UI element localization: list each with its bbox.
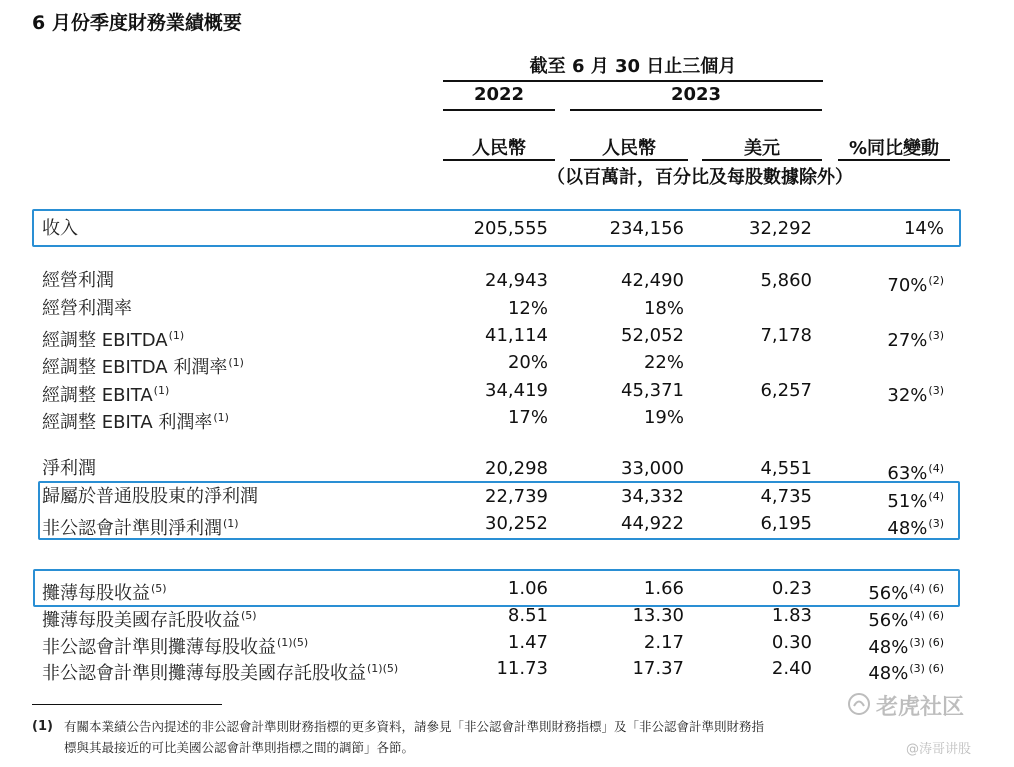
value-2023: 34,332	[621, 486, 684, 507]
table-row	[0, 405, 1014, 431]
value-usd: 4,735	[760, 486, 812, 507]
footnote-line-2: 標與其最接近的可比美國公認會計準則指標之間的調節」各節。	[64, 740, 415, 755]
footnote-ref: (2)	[928, 274, 944, 287]
value-yoy: 56%$^{(4) (6)}$	[868, 582, 944, 604]
row-label: 經營利潤率	[42, 298, 132, 319]
row-label: 非公認會計準則攤薄每股收益$^{(1)(5)}$	[42, 636, 309, 658]
watermark-brand: 老虎社区	[876, 695, 965, 720]
row-label: 歸屬於普通股股東的淨利潤	[42, 486, 258, 507]
value-yoy: 32%$^{(3)}$	[887, 384, 944, 406]
row-label: 經調整 EBITDA 利潤率$^{(1)}$	[42, 356, 244, 378]
footnote-ref: (1)	[228, 356, 244, 369]
col-rmb-2023-header: 人民幣	[602, 138, 656, 159]
value-2023: 234,156	[609, 218, 684, 239]
value-2023: 42,490	[621, 270, 684, 291]
col-rmb-2022-underline	[443, 159, 555, 161]
value-2022: 11.73	[496, 658, 548, 679]
footnote-line-1: 有關本業績公告內提述的非公認會計準則財務指標的更多資料，請參見「非公認會計準則財務指標」及「非公認會計準則財務指	[64, 719, 765, 734]
value-yoy: 48%$^{(3) (6)}$	[868, 636, 944, 658]
footnote-ref: (1)	[223, 517, 239, 530]
value-usd: 0.30	[771, 632, 812, 653]
value-2023: 2.17	[643, 632, 684, 653]
footnote-ref: (3)	[928, 517, 944, 530]
table-row	[0, 656, 1014, 682]
footnote-divider	[32, 704, 222, 705]
row-label: 收入	[42, 218, 78, 239]
value-2023: 44,922	[621, 513, 684, 534]
value-2023: 22%	[643, 352, 684, 373]
col-usd-underline	[702, 159, 822, 161]
value-2022: 20%	[507, 352, 548, 373]
period-underline	[443, 80, 823, 82]
footnote-ref: (1)(5)	[277, 636, 309, 649]
table-row	[0, 268, 1014, 294]
col-yoy-header: %同比變動	[848, 138, 940, 159]
highlight-box-net-income	[38, 481, 960, 540]
footnote-ref: (1)	[153, 384, 170, 397]
year-2022-header: 2022	[473, 84, 525, 105]
footnote-ref: (5)	[241, 609, 257, 622]
footnote-ref: (5)	[151, 582, 167, 595]
row-label: 攤薄每股美國存託股收益$^{(5)}$	[42, 609, 257, 631]
table-row	[0, 350, 1014, 376]
footnote-ref: (3) (6)	[909, 662, 944, 675]
footnote-ref: (1)	[168, 329, 185, 342]
year-2023-underline	[570, 109, 822, 111]
row-label: 經調整 EBITDA$^{(1)}$	[42, 329, 185, 351]
row-label: 非公認會計準則攤薄每股美國存託股收益$^{(1)(5)}$	[42, 662, 399, 684]
value-usd: 6,257	[760, 380, 812, 401]
value-yoy: 56%$^{(4) (6)}$	[868, 609, 944, 631]
table-row	[0, 323, 1014, 349]
value-yoy: 70%$^{(2)}$	[887, 274, 944, 296]
value-2023: 33,000	[621, 458, 684, 479]
row-label: 非公認會計準則淨利潤$^{(1)}$	[42, 517, 239, 539]
footnote-ref: (4) (6)	[909, 609, 944, 622]
value-2022: 41,114	[485, 325, 548, 346]
value-yoy: 48%$^{(3)}$	[887, 517, 944, 539]
row-label: 經調整 EBITA 利潤率$^{(1)}$	[42, 411, 229, 433]
value-usd: 32,292	[749, 218, 812, 239]
value-yoy: 48%$^{(3) (6)}$	[868, 662, 944, 684]
footnote-marker: (1)	[32, 719, 53, 734]
value-yoy: 27%$^{(3)}$	[887, 329, 944, 351]
period-header: 截至 6 月 30 日止三個月	[529, 56, 737, 77]
footnote-ref: (3) (6)	[909, 636, 944, 649]
value-yoy: 63%$^{(4)}$	[887, 462, 944, 484]
value-usd: 1.83	[771, 605, 812, 626]
value-2023: 45,371	[621, 380, 684, 401]
value-usd: 7,178	[760, 325, 812, 346]
value-2022: 12%	[507, 298, 548, 319]
unit-note: （以百萬計，百分比及每股數據除外）	[547, 167, 853, 188]
value-2022: 1.47	[507, 632, 548, 653]
value-2022: 17%	[507, 407, 548, 428]
footnote-ref: (4) (6)	[909, 582, 944, 595]
row-label: 攤薄每股收益$^{(5)}$	[42, 582, 167, 604]
value-2023: 1.66	[643, 578, 684, 599]
col-yoy-underline	[838, 159, 950, 161]
year-2023-header: 2023	[670, 84, 722, 105]
row-label: 淨利潤	[42, 458, 96, 479]
footnote-ref: (4)	[928, 462, 944, 475]
col-rmb-2023-underline	[570, 159, 688, 161]
highlight-box-diluted-eps	[33, 569, 960, 607]
value-2022: 30,252	[485, 513, 548, 534]
col-rmb-2022-header: 人民幣	[472, 138, 526, 159]
value-2023: 19%	[643, 407, 684, 428]
table-row	[0, 456, 1014, 482]
footnote-ref: (4)	[928, 490, 944, 503]
footnote-ref: (3)	[928, 384, 944, 397]
value-2022: 20,298	[485, 458, 548, 479]
value-usd: 5,860	[760, 270, 812, 291]
value-2022: 24,943	[485, 270, 548, 291]
value-2022: 34,419	[485, 380, 548, 401]
value-2022: 22,739	[485, 486, 548, 507]
value-2023: 13.30	[632, 605, 684, 626]
table-row	[0, 378, 1014, 404]
page-title: 6 月份季度財務業績概要	[32, 12, 242, 34]
value-2022: 1.06	[507, 578, 548, 599]
footnote-ref: (1)(5)	[367, 662, 399, 675]
value-yoy: 14%	[903, 218, 944, 239]
row-label: 經營利潤	[42, 270, 114, 291]
year-2022-underline	[443, 109, 555, 111]
table-row	[0, 296, 1014, 322]
value-usd: 6,195	[760, 513, 812, 534]
value-usd: 0.23	[771, 578, 812, 599]
value-2022: 205,555	[473, 218, 548, 239]
col-usd-header: 美元	[744, 138, 780, 159]
watermark-handle: @涛哥讲股	[906, 742, 972, 757]
value-2023: 17.37	[632, 658, 684, 679]
value-yoy: 51%$^{(4)}$	[887, 490, 944, 512]
value-usd: 4,551	[760, 458, 812, 479]
watermark-logo-icon	[846, 691, 872, 717]
value-2023: 18%	[643, 298, 684, 319]
footnote-ref: (1)	[213, 411, 229, 424]
value-2023: 52,052	[621, 325, 684, 346]
highlight-box-revenue	[32, 209, 961, 247]
row-label: 經調整 EBITA$^{(1)}$	[42, 384, 170, 406]
footnote-ref: (3)	[928, 329, 944, 342]
value-2022: 8.51	[507, 605, 548, 626]
value-usd: 2.40	[771, 658, 812, 679]
table-row	[0, 630, 1014, 656]
